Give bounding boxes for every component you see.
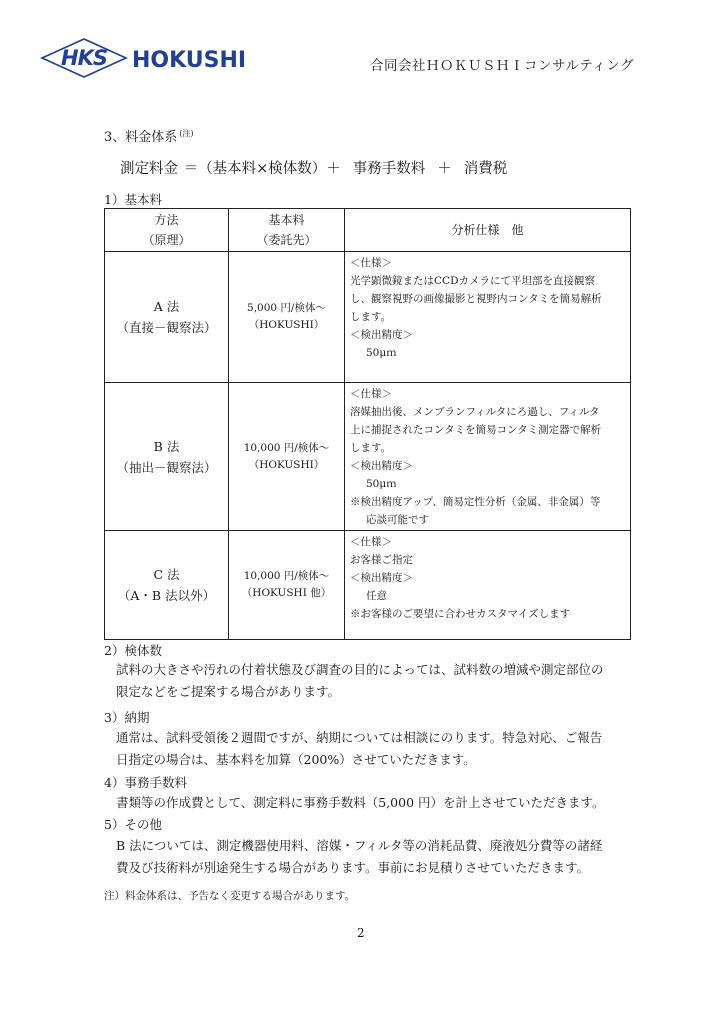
logo-text: HOKUSHI — [132, 48, 247, 73]
spec-line: 溶媒抽出後、メンブランフィルタにろ過し、フィルタ — [350, 406, 600, 418]
table-row — [105, 383, 631, 531]
spec-line: 50μｍ — [366, 347, 397, 359]
basic-fee-heading: 1）基本料 — [104, 192, 162, 207]
section-body-delivery: 通常は、試料受領後２週間ですが、納期については相談にのります。特急対応、ご報告 日指定の場合は、基本料を加算（200%）させていただきます。 — [116, 730, 603, 767]
spec-line: ＜検出精度＞ — [350, 572, 413, 584]
spec-cell — [345, 252, 631, 383]
spec-line: ＜検出精度＞ — [350, 460, 413, 472]
method-cell: A 法 （直接－観察法） — [105, 252, 229, 383]
spec-line: し、観察視野の画像撮影と視野内コンタミを簡易解析 — [350, 293, 602, 305]
spec-line: します。 — [350, 311, 392, 323]
section-heading-other: 5）その他 — [104, 817, 162, 832]
spec-line: 任意 — [366, 590, 387, 602]
fee-table — [104, 208, 631, 640]
spec-line: 50μｍ — [366, 478, 397, 490]
spec-line: 光学顕微鏡またはCCDカメラにて平坦部を直接観察 — [350, 275, 595, 287]
section-heading-samples: 2）検体数 — [104, 643, 162, 658]
spec-line: 応談可能です — [366, 514, 429, 526]
method-cell: C 法 （A・B 法以外） — [105, 531, 229, 640]
fee-cell: 10,000 円/検体～ （HOKUSHI） — [229, 383, 345, 531]
column-header-method: 方法 （原理） — [105, 209, 229, 252]
spec-line: お客様ご指定 — [350, 554, 413, 566]
footnote: 注）料金体系は、予告なく変更する場合があります。 — [104, 890, 356, 902]
section-heading-delivery: 3）納期 — [104, 710, 150, 725]
fee-cell: 10,000 円/検体～ （HOKUSHI 他） — [229, 531, 345, 640]
logo-mark: HKS — [61, 46, 107, 70]
title-note: (注) — [179, 129, 194, 138]
fee-cell: 5,000 円/検体～ （HOKUSHI） — [229, 252, 345, 383]
fee-formula: 測定料金 ＝（基本料×検体数）＋ 事務手数料 ＋ 消費税 — [120, 161, 508, 177]
page-number: 2 — [357, 926, 365, 940]
spec-cell — [345, 383, 631, 531]
spec-line: 上に捕捉されたコンタミを簡易コンタミ測定器で解析 — [350, 424, 602, 436]
spec-line: します。 — [350, 442, 392, 454]
section-body-other: B 法については、測定機器使用料、溶媒・フィルタ等の消耗品費、廃液処分費等の諸経 費及び技術料が別途発生する場合があります。事前にお見積りさせていただきます。 — [116, 838, 603, 875]
spec-cell — [345, 531, 631, 640]
section-heading-office-fee: 4）事務手数料 — [104, 775, 187, 790]
spec-line: ＜検出精度＞ — [350, 329, 413, 341]
spec-line: ＜仕様＞ — [350, 388, 392, 400]
spec-line: ※お客様のご要望に合わせカスタマイズします — [350, 608, 571, 620]
section-body-samples: 試料の大きさや汚れの付着状態及び調査の目的によっては、試料数の増減や測定部位の 限定などをご提案する場合があります。 — [116, 662, 604, 699]
method-cell: B 法 （抽出－観察法） — [105, 383, 229, 531]
spec-line: ＜仕様＞ — [350, 536, 392, 548]
column-header-fee: 基本料 （委託先） — [229, 209, 345, 252]
table-row — [105, 531, 631, 640]
table-header-row — [105, 209, 631, 252]
table-row — [105, 252, 631, 383]
spec-line: ※検出精度アップ、簡易定性分析（金属、非金属）等 — [350, 496, 601, 508]
section-title: 3、料金体系 $^{(注)}$ — [104, 129, 194, 145]
section-body-office-fee: 書類等の作成費として、測定料に事務手数料（5,000 円）を計上させていただきます。 — [116, 795, 605, 810]
spec-line: ＜仕様＞ — [350, 257, 392, 269]
company-logo — [38, 37, 248, 79]
column-header-spec: 分析仕様 他 — [345, 209, 631, 252]
company-name: 合同会社ＨＯＫＵＳＨＩコンサルティング — [370, 58, 634, 74]
